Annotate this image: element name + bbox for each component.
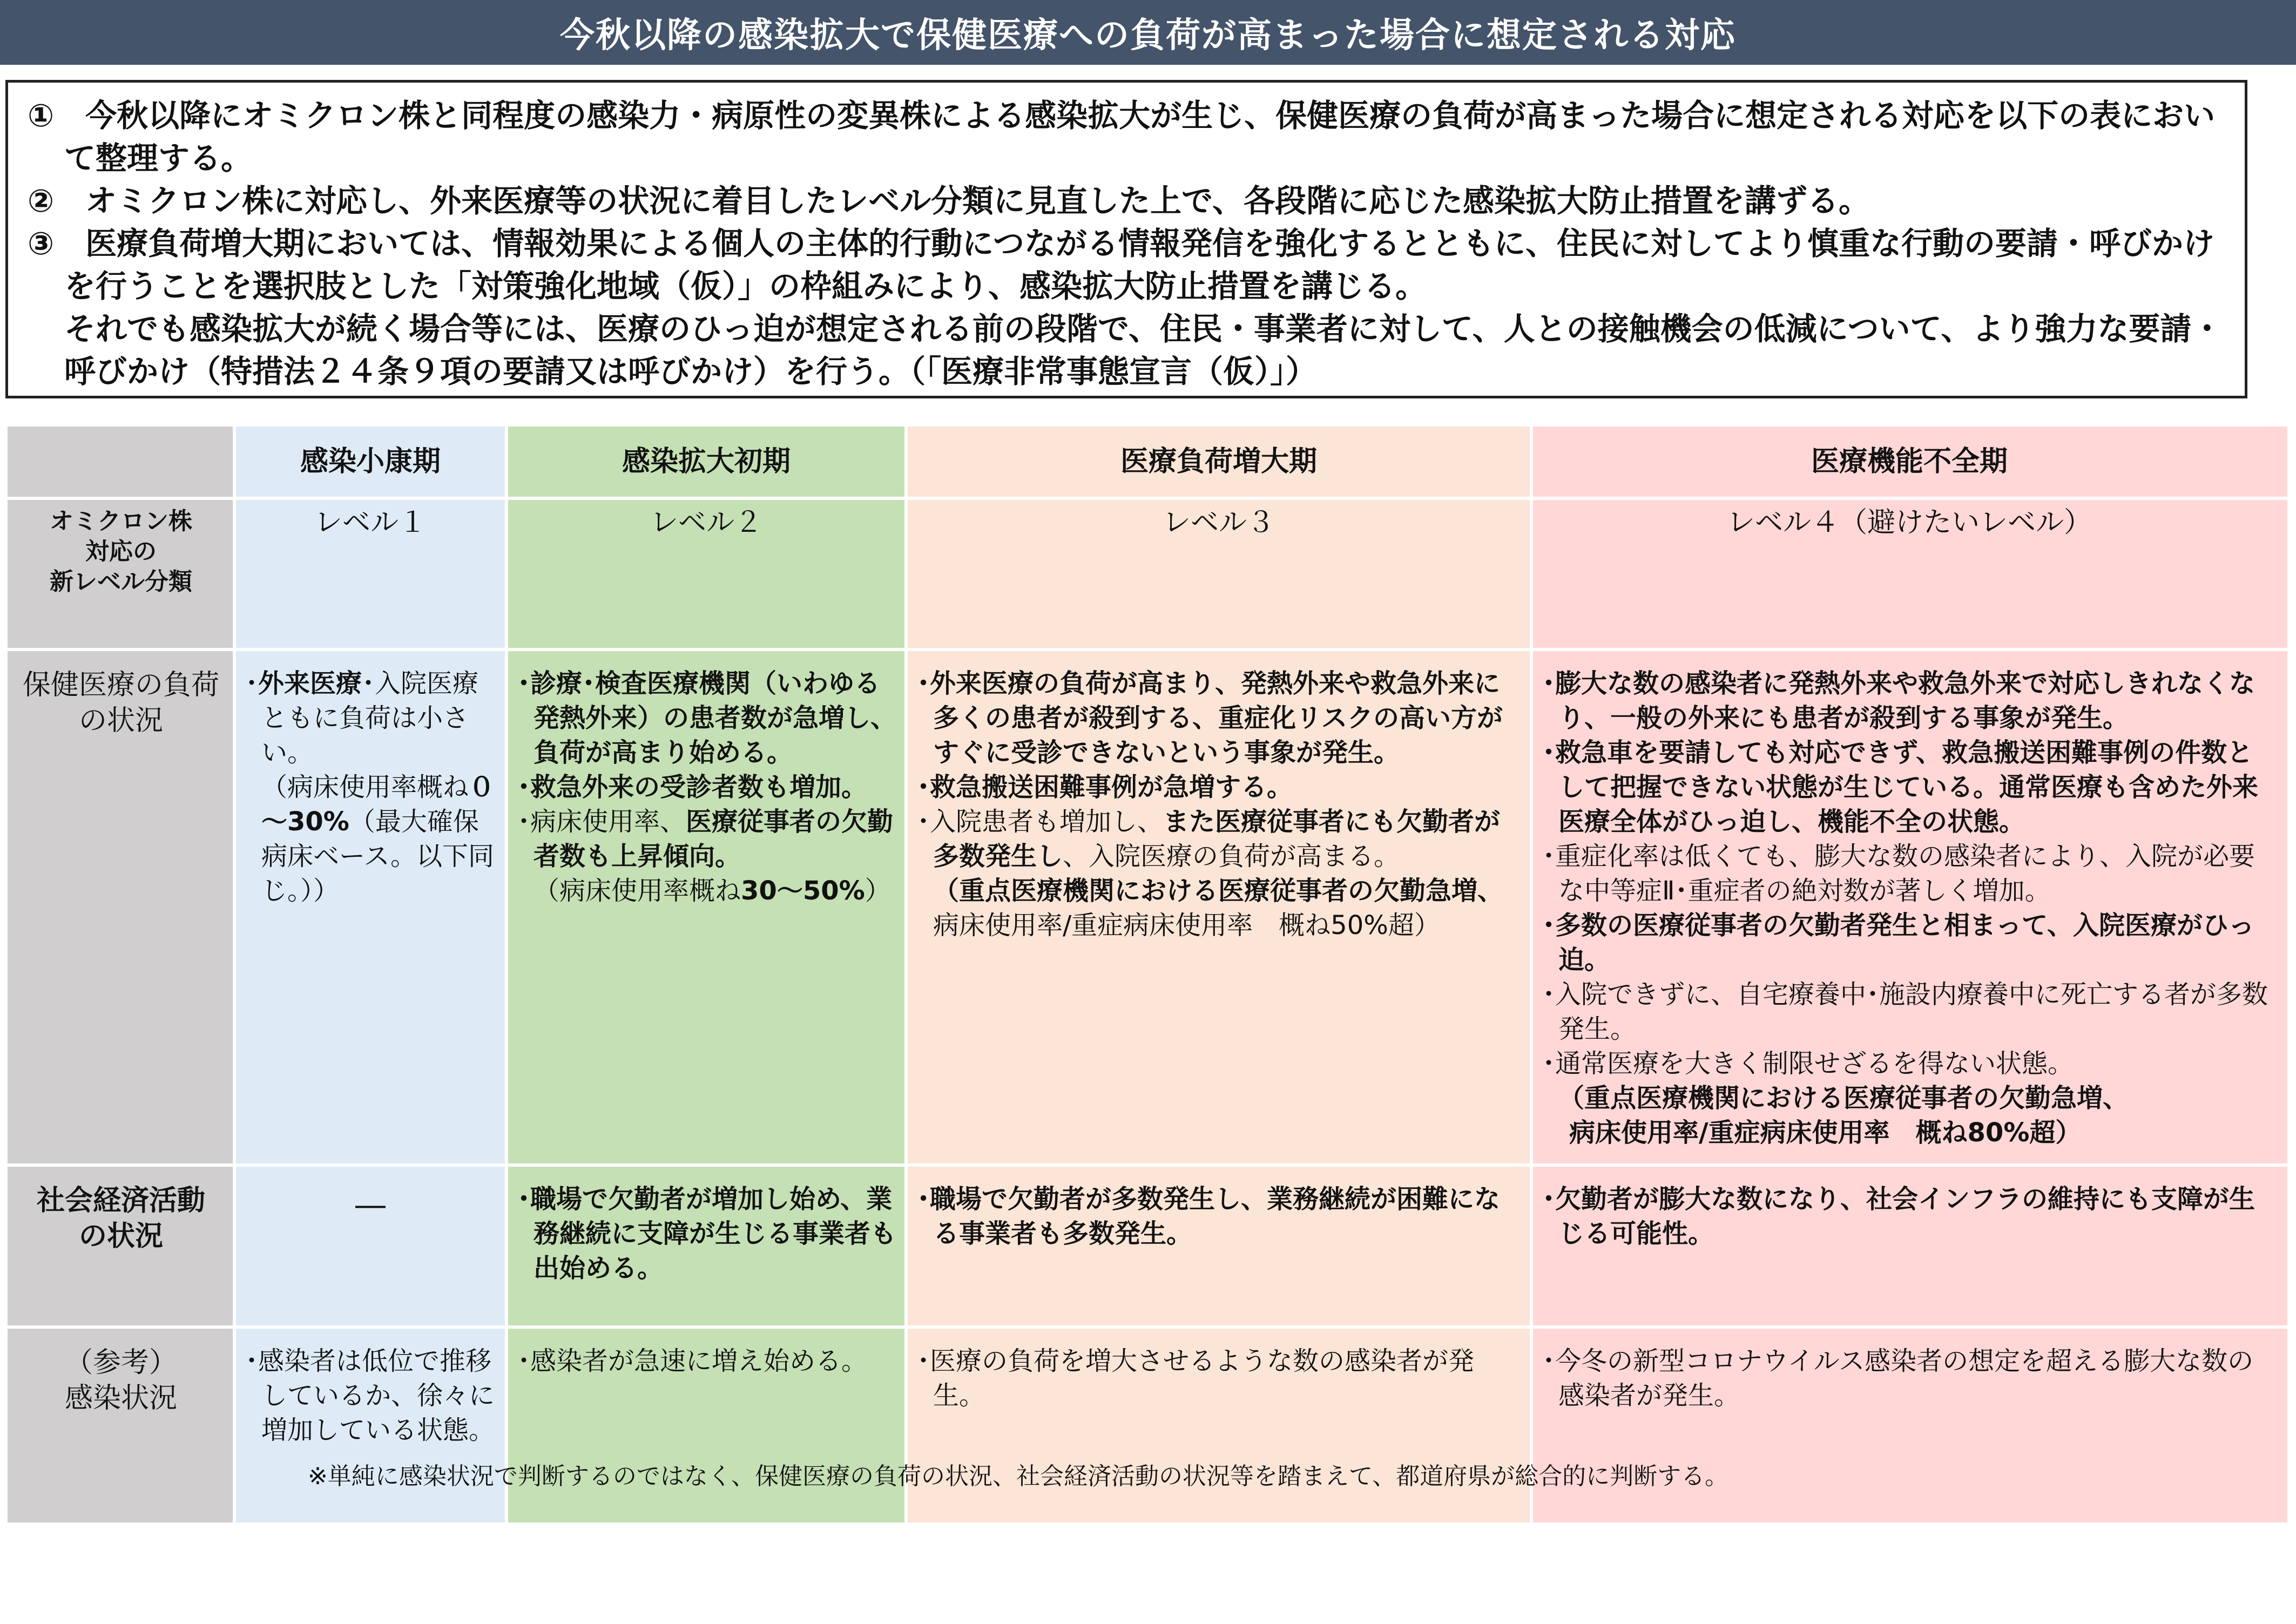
row-label-reference-line2: 感染状況 xyxy=(64,1382,177,1415)
intro-point-1: ① 今秋以降にオミクロン株と同程度の感染力・病原性の変異株による感染拡大が生じ、保健医療の負荷が高まった場合に想定される対応を以下の表において整理する。 xyxy=(28,97,2216,177)
reference-stage-1 xyxy=(234,1329,507,1458)
intro-box xyxy=(5,80,2247,398)
row-label-social-line2: の状況 xyxy=(78,1220,163,1253)
intro-point-3: ③ 医療負荷増大期においては、情報効果による個人の主体的行動につながる情報発信を強化するとともに、住民に対してより慎重な行動の要請・呼びかけを行うことを選択肢とした「対策強化地域（仮）」の枠組みにより、感染拡大防止措置を講じる。 xyxy=(28,225,2214,304)
list-item: 病床使用率/重症病床使用率 概ね80%超） xyxy=(1569,1118,2082,1148)
list-item: ･救急外来の受診者数も増加。 xyxy=(517,772,868,802)
healthcare-stage-4 xyxy=(1531,651,2287,1163)
row-label-reference-line1: （参考） xyxy=(64,1346,177,1379)
list-item: （重点医療機関における医療従事者の欠勤急増、 xyxy=(1558,1083,2129,1113)
row-label-healthcare-line1: 保健医療の負荷 xyxy=(22,669,219,701)
social-stage-2 xyxy=(507,1167,906,1325)
intro-point-2: ② オミクロン株に対応し、外来医療等の状況に着目したレベル分類に見直した上で、各段階に応じた感染拡大防止措置を講ずる。 xyxy=(28,182,1870,219)
list-item: ･通常医療を大きく制限せざるを得ない状態。 xyxy=(1542,1048,2074,1079)
list-item: ･救急車を要請しても対応できず、救急搬送困難事例の件数として把握できない状態が生じている。通常医療も含めた外来医療全体がひっ迫し、機能不全の状態。 xyxy=(1542,737,2259,837)
level-2: レベル２ xyxy=(650,506,762,539)
row-label-levels xyxy=(8,500,234,648)
list-item: （重点医療機関における医療従事者の欠勤急増、 xyxy=(933,876,1504,906)
list-item: ･欠勤者が膨大な数になり、社会インフラの維持にも支障が生じる可能性。 xyxy=(1542,1184,2256,1249)
row-label-social-line1: 社会経済活動 xyxy=(36,1185,205,1217)
healthcare-stage-1 xyxy=(234,651,507,1163)
row-label-reference xyxy=(8,1329,234,1522)
list-item: ･救急搬送困難事例が急増する。 xyxy=(917,772,1293,802)
list-item: （病床使用率概ね０～30%（最大確保病床ベース。以下同じ。）） xyxy=(261,772,495,906)
list-item: 病床使用率/重症病床使用率 概ね50%超） xyxy=(933,910,1440,940)
healthcare-stage-3 xyxy=(906,651,1531,1163)
header-stage-2: 感染拡大初期 xyxy=(622,445,791,478)
reference-stage-3 xyxy=(906,1329,1531,1458)
list-item: ･膨大な数の感染者に発熱外来や救急外来で対応しきれなくなり、一般の外来にも患者が殺到する事象が発生。 xyxy=(1542,668,2256,733)
footnote: ※単純に感染状況で判断するのではなく、保健医療の負荷の状況、社会経済活動の状況等を踏まえて、都道府県が総合的に判断する。 xyxy=(308,1463,1729,1490)
list-item: （病床使用率概ね30～50%） xyxy=(534,876,891,906)
list-item: ･医療の負荷を増大させるような数の感染者が発生。 xyxy=(917,1346,1475,1411)
intro-note-text: それでも感染拡大が続く場合等には、医療のひっ迫が想定される前の段階で、住民・事業者に対して、人との接触機会の低減について、より強力な要請・呼びかけ（特措法２４条９項の要請又は呼びかけ）を行う。（「医療非常事態宣言（仮）」） xyxy=(64,310,2223,390)
reference-stage-4 xyxy=(1531,1329,2287,1458)
level-1: レベル１ xyxy=(314,506,427,539)
list-item: ･今冬の新型コロナウイルス感染者の想定を超える膨大な数の感染者が発生。 xyxy=(1542,1346,2254,1411)
row-label-healthcare-line2: の状況 xyxy=(78,705,163,737)
row-label-levels-line1: オミクロン株 xyxy=(50,508,192,535)
social-stage-1: ― xyxy=(355,1188,386,1223)
list-item: ･病床使用率、医療従事者の欠勤者数も上昇傾向。 xyxy=(517,807,894,871)
list-item: ･重症化率は低くても、膨大な数の感染者により、入院が必要な中等症Ⅱ･重症者の絶対数が著しく増加。 xyxy=(1542,841,2256,906)
list-item: ･入院患者も増加し、また医療従事者にも欠勤者が多数発生し、入院医療の負荷が高まる。 xyxy=(917,807,1501,871)
row-label-social xyxy=(8,1167,234,1325)
list-item: ･入院できずに、自宅療養中･施設内療養中に死亡する者が多数発生。 xyxy=(1542,979,2268,1044)
list-item: ･外来医療の負荷が高まり、発熱外来や救急外来に多くの患者が殺到する、重症化リスクの高い方がすぐに受診できないという事象が発生。 xyxy=(917,668,1503,768)
social-stage-3 xyxy=(906,1167,1531,1325)
list-item: ･多数の医療従事者の欠勤者発生と相まって、入院医療がひっ迫。 xyxy=(1542,910,2255,975)
page-title: 今秋以降の感染拡大で保健医療への負荷が高まった場合に想定される対応 xyxy=(0,0,2296,65)
level-3: レベル３ xyxy=(1162,506,1275,539)
intro-note xyxy=(28,308,2229,393)
row-label-levels-line3: 新レベル分類 xyxy=(50,568,192,596)
list-item: ･職場で欠勤者が増加し始め、業務継続に支障が生じる事業者も出始める。 xyxy=(517,1184,897,1283)
header-stage-1: 感染小康期 xyxy=(300,445,441,478)
row-label-healthcare xyxy=(8,651,234,1163)
healthcare-stage-2 xyxy=(507,651,906,1163)
header-stage-4: 医療機能不全期 xyxy=(1811,445,2008,478)
reference-stage-2 xyxy=(507,1329,906,1458)
list-item: ･職場で欠勤者が多数発生し、業務継続が困難になる事業者も多数発生。 xyxy=(917,1184,1501,1249)
header-stage-3: 医療負荷増大期 xyxy=(1120,445,1317,478)
list-item: ･外来医療･入院医療ともに負荷は小さい。 xyxy=(245,668,479,768)
list-item: ･診療･検査医療機関（いわゆる発熱外来）の患者数が急増し、負荷が高まり始める。 xyxy=(517,668,897,768)
level-4: レベル４（避けたいレベル） xyxy=(1726,506,2092,539)
social-stage-4 xyxy=(1531,1167,2287,1325)
list-item: ･感染者は低位で推移しているか、徐々に増加している状態。 xyxy=(245,1346,495,1445)
row-label-levels-line2: 対応の xyxy=(85,538,157,565)
list-item: ･感染者が急速に増え始める。 xyxy=(517,1346,868,1376)
